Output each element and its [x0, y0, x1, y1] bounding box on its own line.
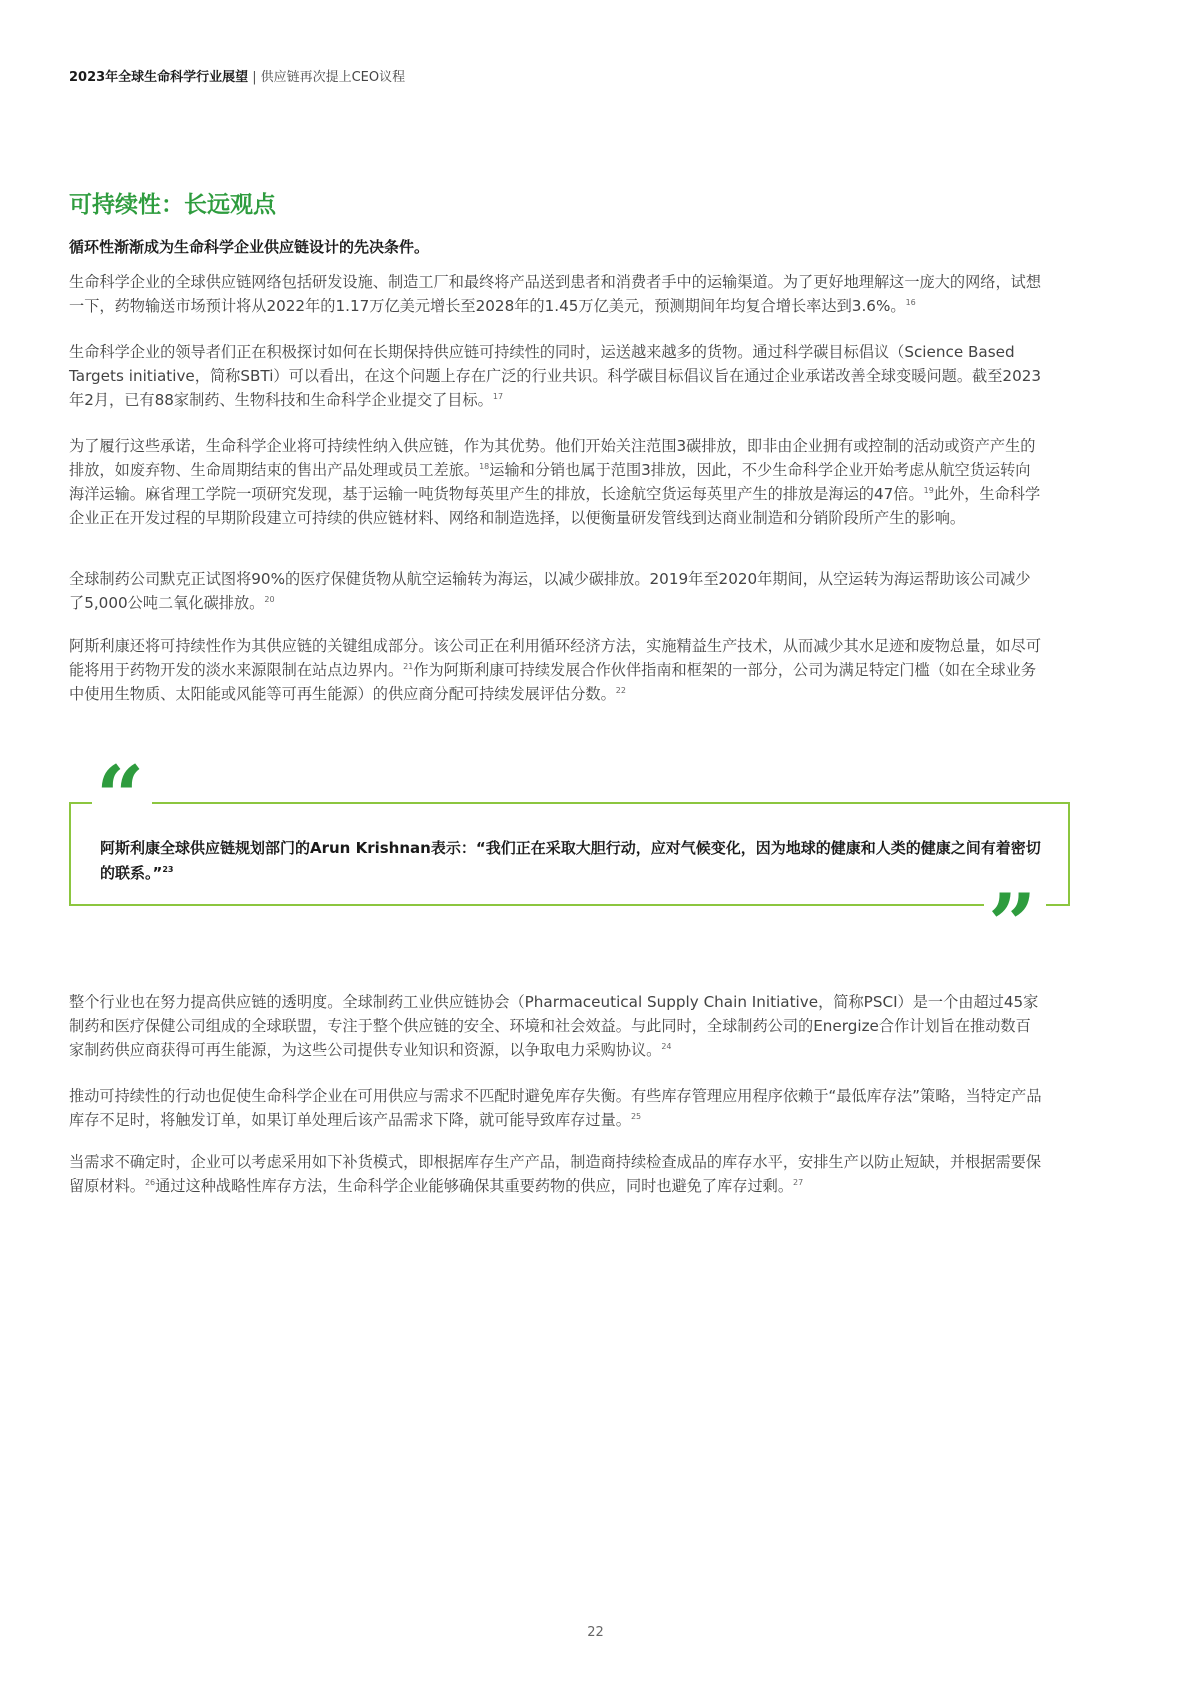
paragraph-text: 整个行业也在努力提高供应链的透明度。全球制药工业供应链协会（Pharmaceutical Supply Chain Initiative，简称PSCI）是一个由超过45家制药和医疗保健公司组成的全球联盟，专注于整个供应链的安全、环境和社会效益。与此同时，全球制药公司的Energize合作计划旨在推动数百家制药供应商获得可再生能源，为这些公司提供专业知识和资源，以争取电力采购协议。: [69, 993, 1039, 1059]
svg-text:”: ”: [988, 888, 1037, 948]
footnote-ref: 18: [479, 462, 490, 471]
paragraph-text: 推动可持续性的行动也促使生命科学企业在可用供应与需求不匹配时避免库存失衡。有些库存管理应用程序依赖于“最低库存法”策略，当特定产品库存不足时，将触发订单，如果订单处理后该产品需求下降，就可能导致库存过量。: [69, 1087, 1042, 1129]
footnote-ref: 24: [661, 1042, 672, 1051]
footnote-ref: 20: [264, 595, 275, 604]
paragraph-text: 阿斯利康还将可持续性作为其供应链的关键组成部分。该公司正在利用循环经济方法，实施精益生产技术，从而减少其水足迹和废物总量，如尽可能将用于药物开发的淡水来源限制在站点边界内。: [69, 637, 1041, 679]
paragraph: [69, 634, 1044, 706]
paragraph-text: 生命科学企业的领导者们正在积极探讨如何在长期保持供应链可持续性的同时，运送越来越多的货物。通过科学碳目标倡议（Science Based Targets initiative，简称SBTi）可以看出，在这个问题上存在广泛的行业共识。科学碳目标倡议旨在通过企业承诺改善全球变暖问题。截至2023年2月，已有88家制药、生物科技和生命科学企业提交了目标。: [69, 343, 1042, 409]
paragraph-text: 全球制药公司默克正试图将90%的医疗保健货物从航空运输转为海运，以减少碳排放。2019年至2020年期间，从空运转为海运帮助该公司减少了5,000公吨二氧化碳排放。: [69, 570, 1031, 612]
paragraph-text: 此外，生命科学企业正在开发过程的早期阶段建立可持续的供应链材料、网络和制造选择，以便衡量研发管线到达商业制造和分销阶段所产生的影响。: [69, 485, 1041, 527]
footnote-ref: 19: [923, 486, 934, 495]
paragraph-text: 通过这种战略性库存方法，生命科学企业能够确保其重要药物的供应，同时也避免了库存过剩。: [155, 1177, 793, 1195]
paragraph: [69, 434, 1044, 530]
paragraph: [69, 1150, 1044, 1198]
footnote-ref: 23: [162, 865, 174, 874]
paragraph: [69, 340, 1044, 412]
footnote-ref: 25: [630, 1112, 642, 1121]
footnote-ref: 17: [492, 392, 504, 401]
section-name: 供应链再次提上CEO议程: [260, 70, 406, 85]
paragraph-text: 当需求不确定时，企业可以考虑采用如下补货模式，即根据库存生产产品，制造商持续检查成品的库存水平，安排生产以防止短缺，并根据需要保留原材料。: [69, 1153, 1041, 1195]
paragraph: [69, 567, 1044, 615]
paragraph-text: 生命科学企业的全球供应链网络包括研发设施、制造工厂和最终将产品送到患者和消费者手中的运输渠道。为了更好地理解这一庞大的网络，试想一下，药物输送市场预计将从2022年的1.17万亿美元增长至2028年的1.45万亿美元，预测期间年均复合增长率达到3.6%。: [69, 273, 1041, 315]
pull-quote-text: [100, 836, 1050, 886]
lead-sentence: 循环性渐渐成为生命科学企业供应链设计的先决条件。: [69, 238, 430, 256]
footnote-ref: 22: [615, 686, 626, 695]
paragraph-text: 作为阿斯利康可持续发展合作伙伴指南和框架的一部分，公司为满足特定门槛（如在全球业务中使用生物质、太阳能或风能等可再生能源）的供应商分配可持续发展评估分数。: [69, 661, 1036, 703]
close-quote-icon: [984, 888, 1046, 948]
paragraph-text: 为了履行这些承诺，生命科学企业将可持续性纳入供应链，作为其优势。他们开始关注范围3碳排放，即非由企业拥有或控制的活动或资产产生的排放，如废弃物、生命周期结束的售出产品处理或员工差旅。: [69, 437, 1036, 479]
paragraph: [69, 990, 1044, 1062]
footnote-ref: 26: [144, 1178, 156, 1187]
report-title: 2023年全球生命科学行业展望: [69, 70, 249, 85]
header-separator: |: [252, 70, 257, 85]
quote-body: 阿斯利康全球供应链规划部门的Arun Krishnan表示：“我们正在采取大胆行动，应对气候变化，因为地球的健康和人类的健康之间有着密切的联系。”: [100, 839, 1041, 882]
open-quote-icon: [92, 760, 152, 820]
svg-text:“: “: [96, 760, 145, 820]
footnote-ref: 16: [905, 298, 916, 307]
paragraph-text: 运输和分销也属于范围3排放，因此，不少生命科学企业开始考虑从航空货运转向海洋运输。麻省理工学院一项研究发现，基于运输一吨货物每英里产生的排放，长途航空货运每英里产生的排放是海运的47倍。: [69, 461, 1031, 503]
footnote-ref: 27: [793, 1178, 804, 1187]
paragraph: [69, 1084, 1044, 1132]
running-header: [69, 66, 405, 85]
section-title: 可持续性：长远观点: [69, 192, 276, 218]
paragraph: [69, 270, 1044, 318]
footnote-ref: 21: [403, 662, 414, 671]
page-number: 22: [587, 1625, 604, 1640]
